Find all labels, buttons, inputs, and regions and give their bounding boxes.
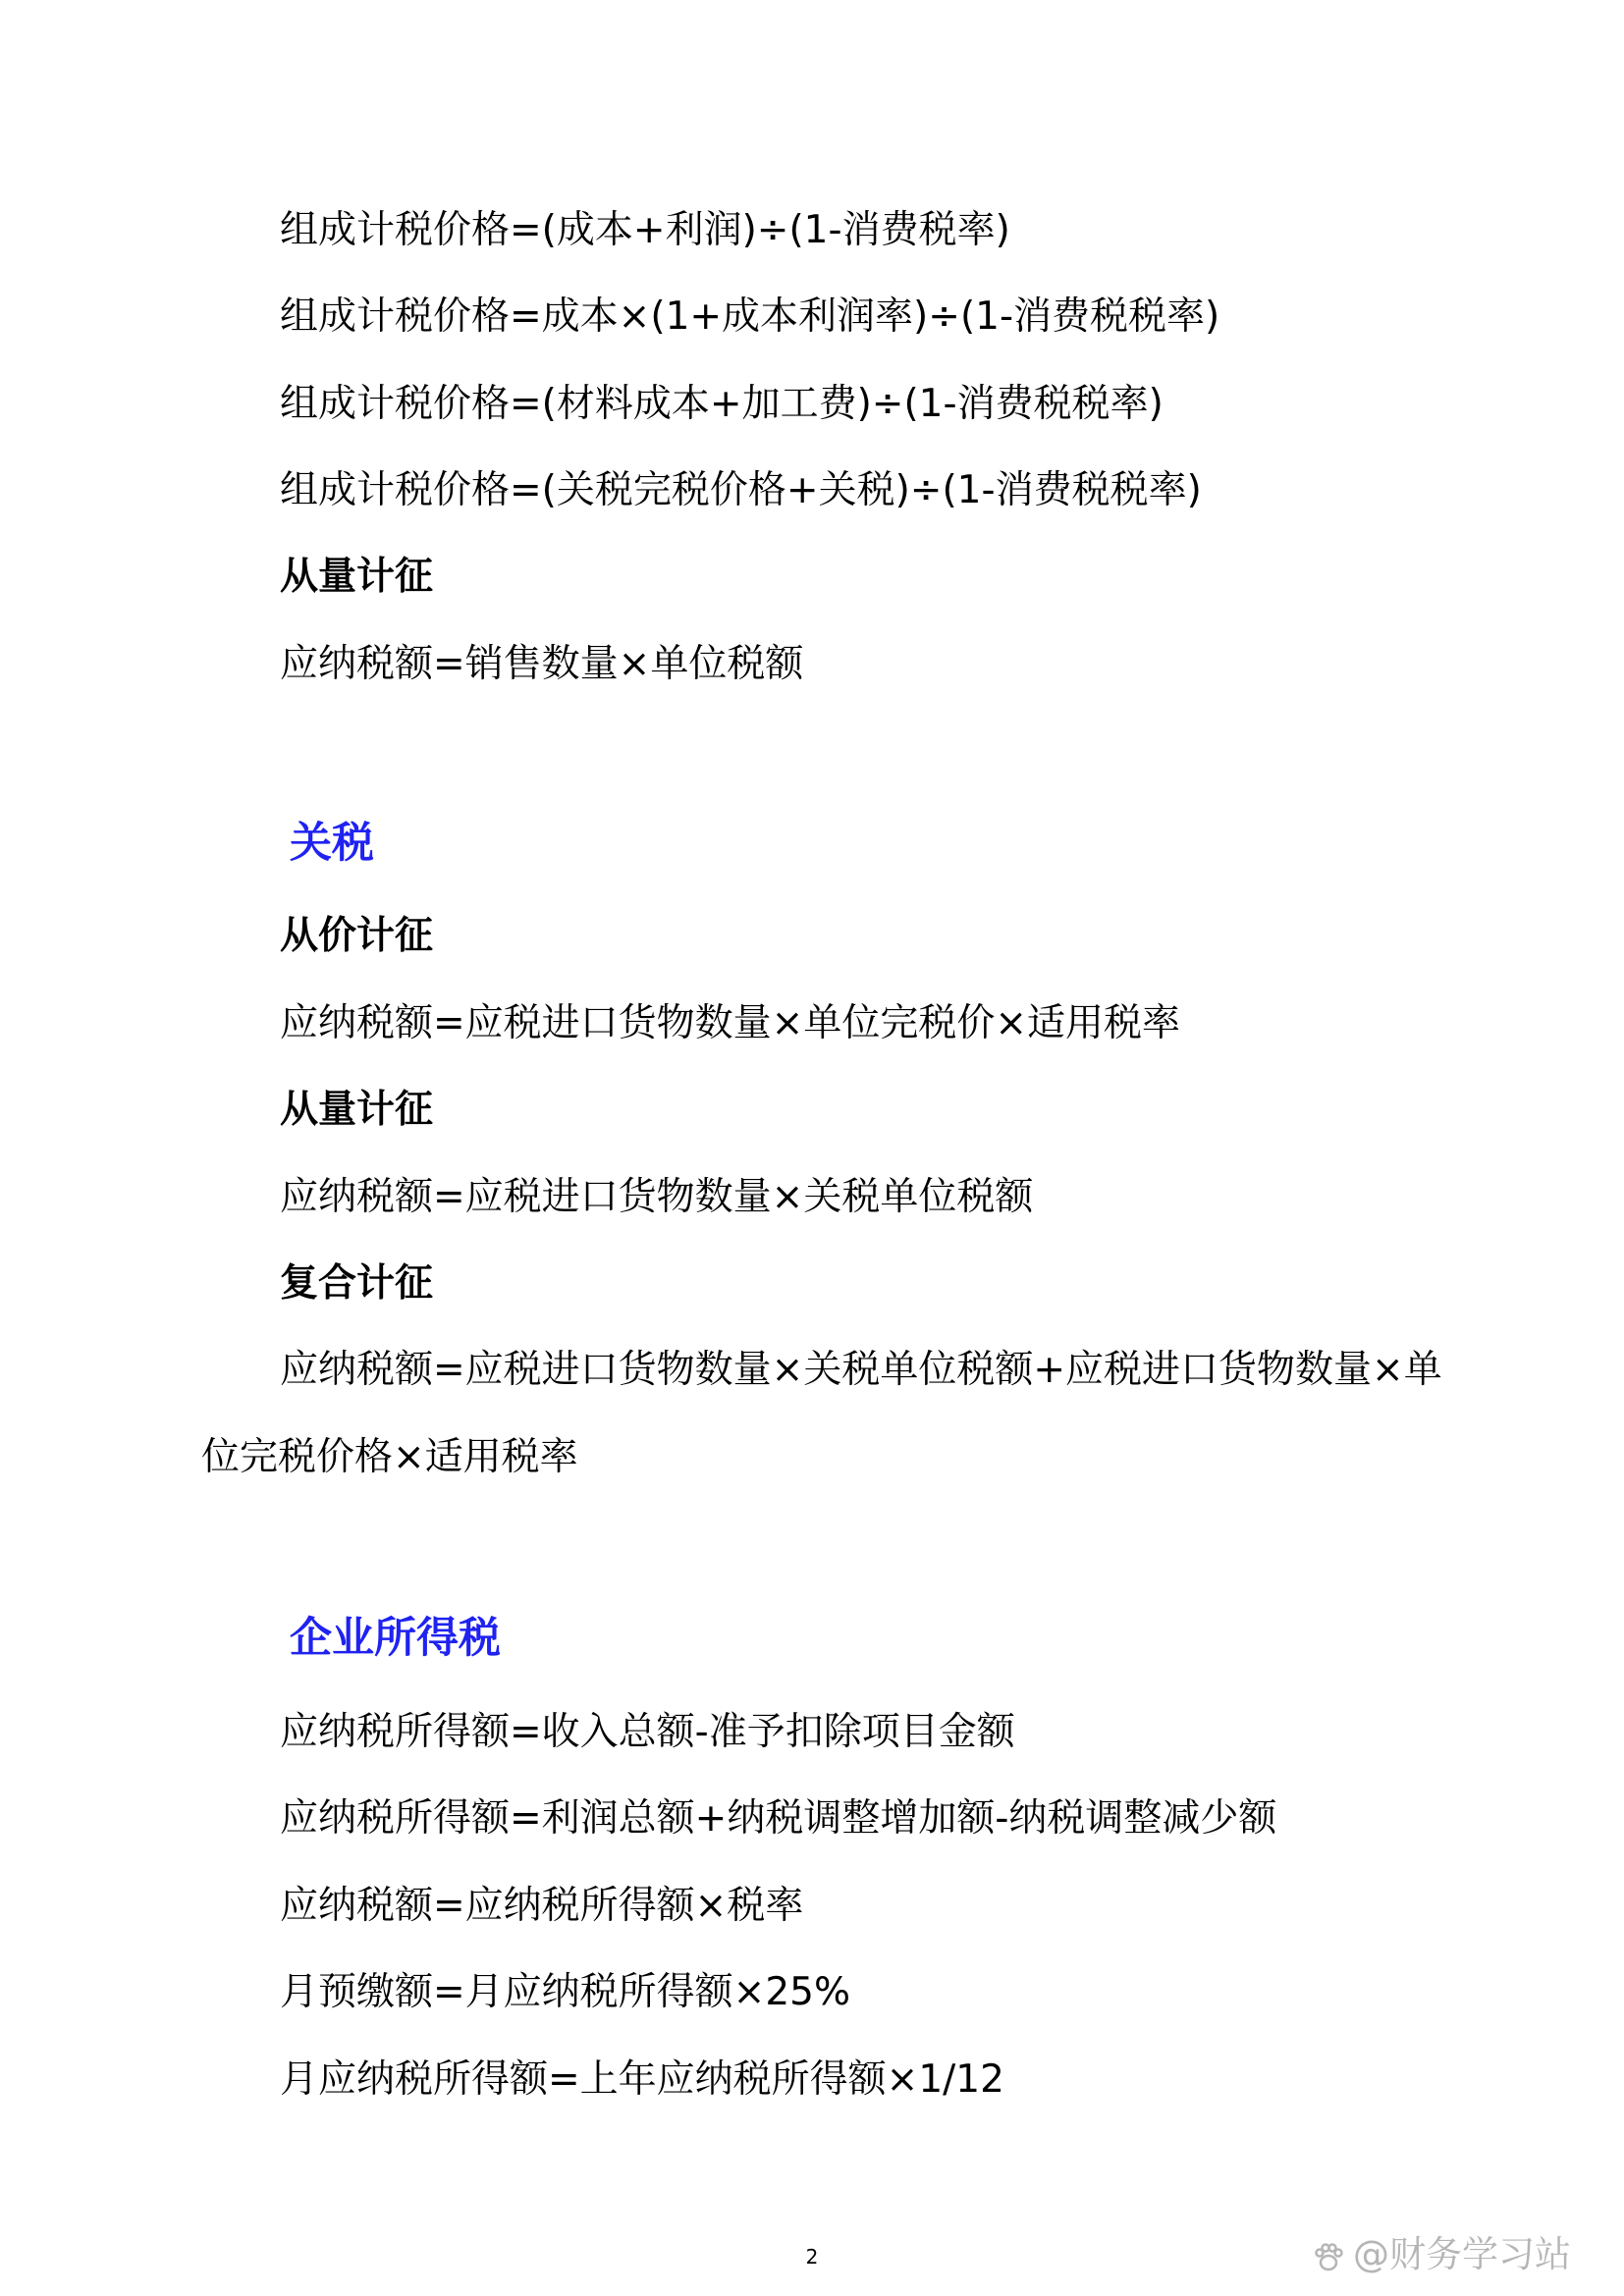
ad-valorem-formula: 应纳税额=应税进口货物数量×单位完税价×适用税率 [280, 1001, 1181, 1045]
paw-logo-icon [1312, 2238, 1345, 2271]
compound-formula-line-1: 应纳税额=应税进口货物数量×关税单位税额+应税进口货物数量×单 [280, 1348, 1442, 1392]
watermark-text: @财务学习站 [1353, 2233, 1571, 2275]
consumption-quantity-formula: 应纳税额=销售数量×单位税额 [280, 642, 804, 686]
consumption-quantity-heading: 从量计征 [280, 555, 434, 599]
customs-quantity-heading: 从量计征 [280, 1088, 434, 1132]
watermark [1312, 2230, 1571, 2279]
composite-price-formula-2: 组成计税价格=成本×(1+成本利润率)÷(1-消费税税率) [280, 294, 1220, 339]
composite-price-formula-1: 组成计税价格=(成本+利润)÷(1-消费税率) [280, 208, 1010, 252]
customs-quantity-formula: 应纳税额=应税进口货物数量×关税单位税额 [280, 1175, 1034, 1219]
income-tax-formula-3: 应纳税额=应纳税所得额×税率 [280, 1884, 804, 1928]
income-tax-formula-1: 应纳税所得额=收入总额-准予扣除项目金额 [280, 1710, 1015, 1754]
compound-formula-line-2: 位完税价格×适用税率 [201, 1435, 578, 1479]
enterprise-income-tax-title: 企业所得税 [290, 1614, 501, 1663]
income-tax-formula-4: 月预缴额=月应纳税所得额×25% [280, 1970, 851, 2014]
composite-price-formula-4: 组成计税价格=(关税完税价格+关税)÷(1-消费税税率) [280, 468, 1202, 512]
income-tax-formula-2: 应纳税所得额=利润总额+纳税调整增加额-纳税调整减少额 [280, 1796, 1277, 1841]
income-tax-formula-5: 月应纳税所得额=上年应纳税所得额×1/12 [280, 2057, 1004, 2102]
page-number: 2 [805, 2245, 819, 2269]
compound-heading: 复合计征 [280, 1261, 434, 1306]
ad-valorem-heading: 从价计征 [280, 914, 434, 958]
composite-price-formula-3: 组成计税价格=(材料成本+加工费)÷(1-消费税税率) [280, 382, 1164, 426]
customs-duty-title: 关税 [290, 819, 374, 868]
